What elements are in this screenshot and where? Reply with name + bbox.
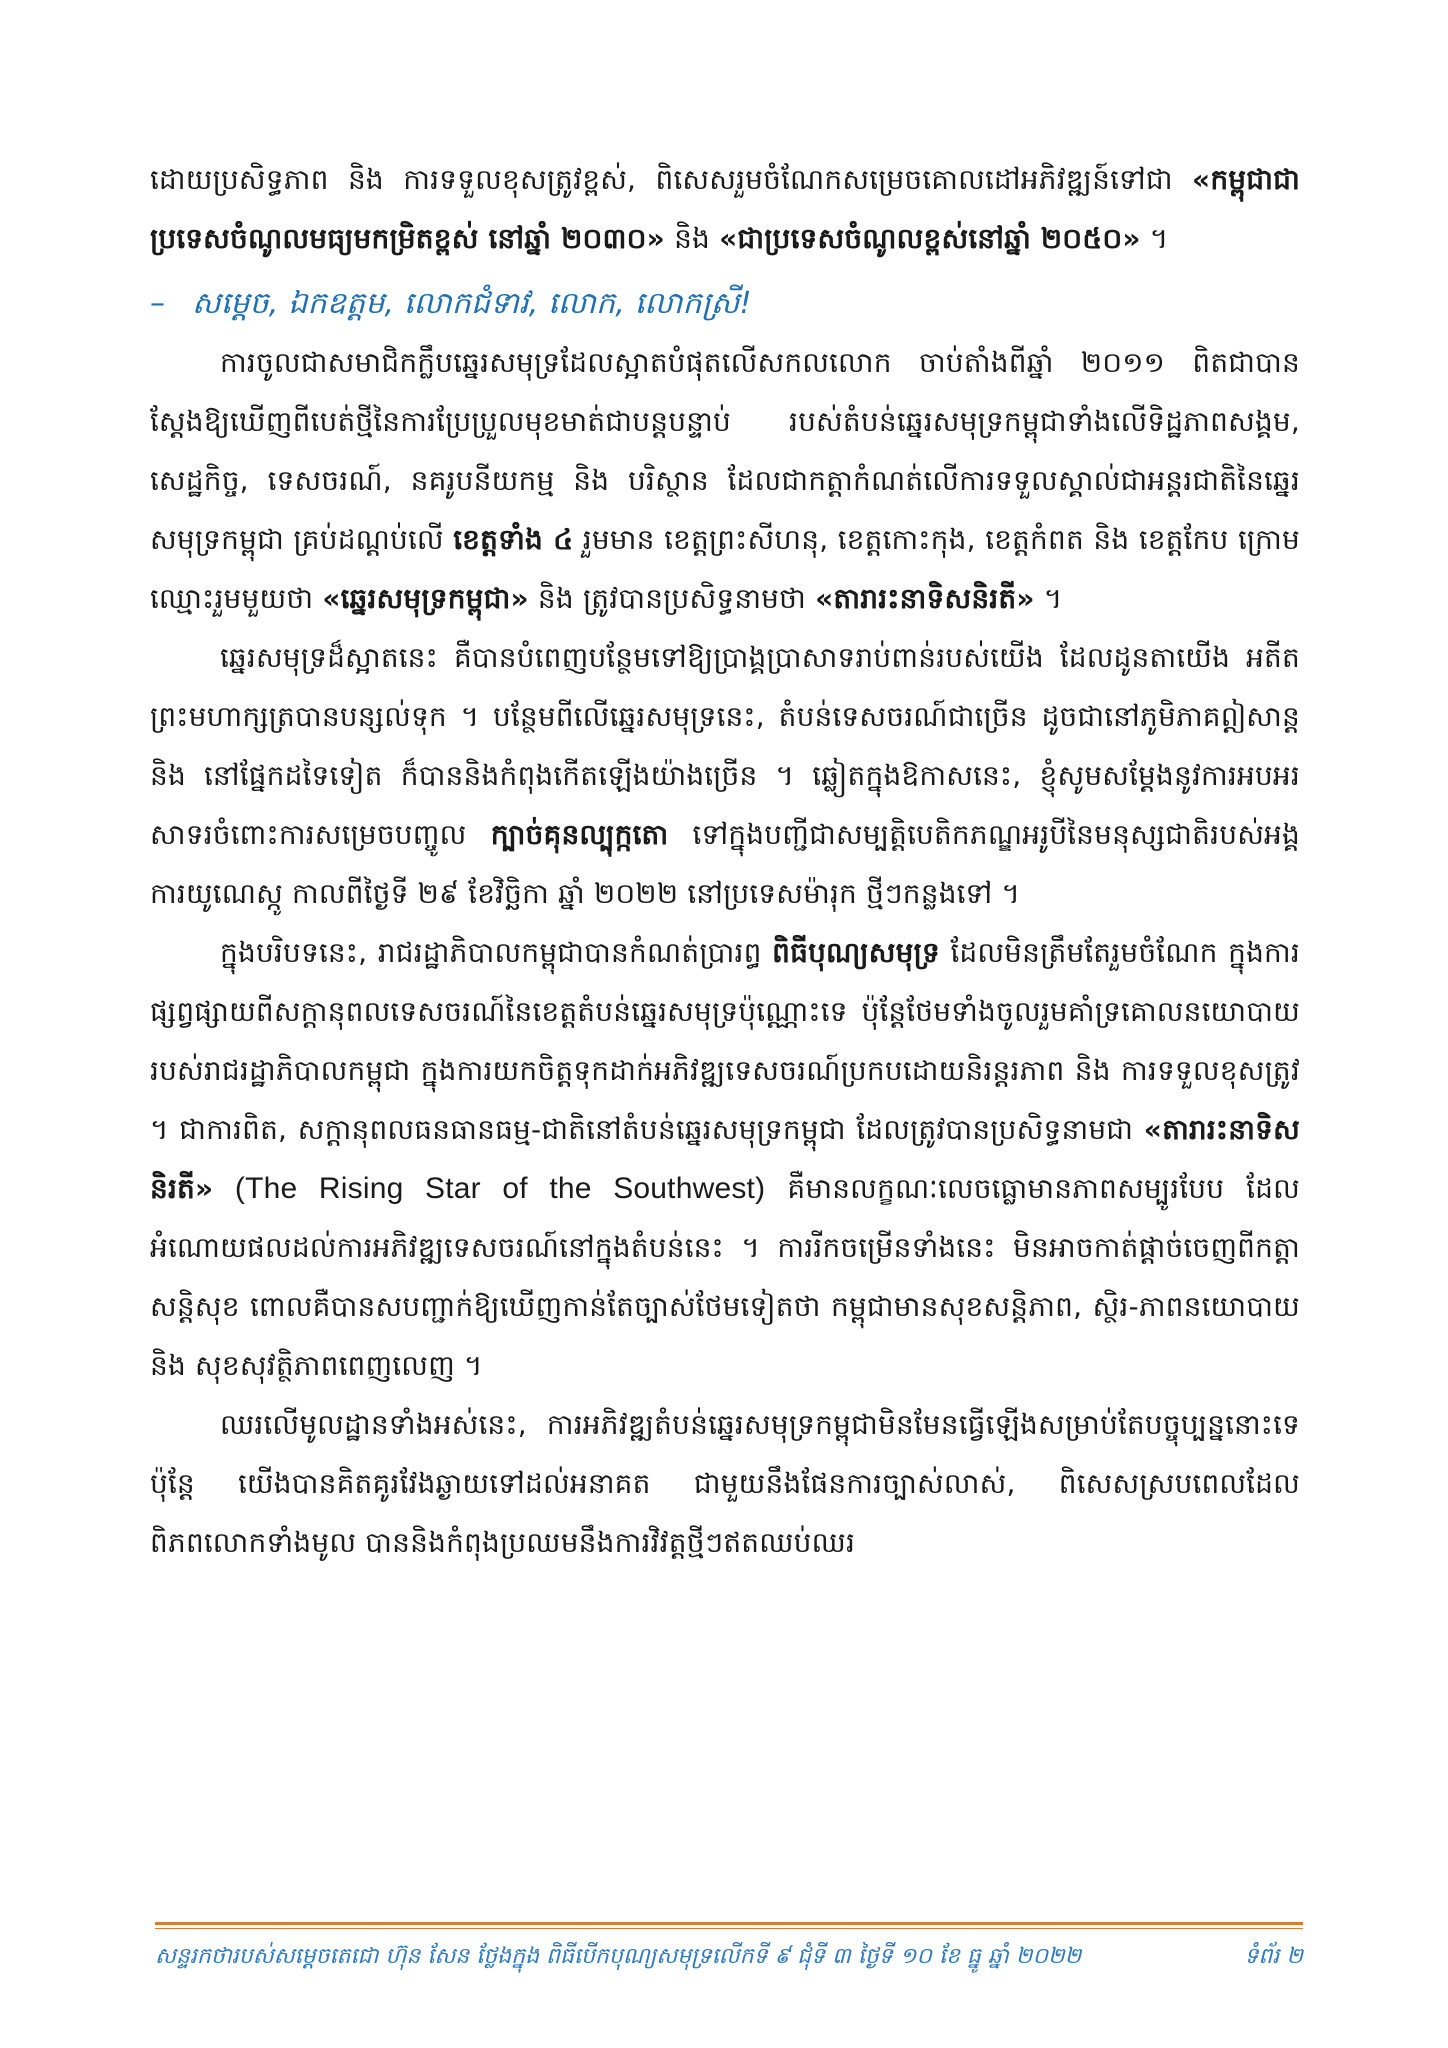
footer-divider-thin [155, 1928, 1303, 1929]
emphasis-text: ពិធីបុណ្យសមុទ្រ [772, 936, 940, 969]
emphasis-text: «កម្ពុជាជាប្រទេសចំណូលមធ្យមកម្រិតខ្ពស់ នៅឆ្នាំ ២០៣០» [150, 163, 1300, 255]
paragraph-text: រួមមាន ខេត្តព្រះសីហនុ, ខេត្តកោះកុង, ខេត្តកំពត និង ខេត្តកែប ក្រោមឈ្មោះរួមមួយថា [150, 523, 1301, 615]
paragraph-text: ដែលមិនត្រឹមតែរួមចំណែក ក្នុងការផ្សព្វផ្សាយពីសក្ដានុពលទេសចរណ៍នៃខេត្តតំបន់ឆ្នេរសមុទ្រប៉ុណ្ណោះទេ ប៉ុន្តែថែមទាំងចូលរួមគាំទ្រគោលនយោបាយរបស់រាជរដ្ឋាភិបាលកម្ពុជា ក្នុងការយកចិត្តទុកដាក់អភិវឌ្ឍទេសចរណ៍ប្រកបដោយនិរន្តរភាព និង ការទទួលខុសត្រូវ ។ ជាការពិត, សក្ដានុពលធនធានធម្ម-ជាតិនៅតំបន់ឆ្នេរសមុទ្រកម្ពុជា ដែលត្រូវបានប្រសិទ្ធនាមជា [150, 936, 1300, 1146]
paragraph-text: ដោយប្រសិទ្ធភាព និង ការទទួលខុសត្រូវខ្ពស់, ពិសេសរួមចំណែកសម្រេចគោលដៅអភិវឌ្ឍន៍ទៅជា [150, 163, 1193, 196]
paragraph-text: ទៅក្នុងបញ្ជីជាសម្បត្តិបេតិកភណ្ឌអរូបីនៃមនុស្សជាតិរបស់អង្គការយូណេស្កូ កាលពីថ្ងៃទី ២៩ ខែវិច្ឆិកា ឆ្នាំ ២០២២ នៅប្រទេសម៉ារុក ថ្មីៗកន្លងទៅ ។ [150, 818, 1300, 910]
paragraph-text: ។ [1140, 222, 1169, 255]
salutation [150, 274, 1300, 333]
paragraph-text: ។ [1034, 582, 1063, 615]
paragraph-text: និង [664, 222, 720, 255]
paragraph-text: ការចូលជាសមាជិកក្លឹបឆ្នេរសមុទ្រដែលស្អាតបំផុតលើសកលលោក ចាប់តាំងពីឆ្នាំ ២០១១ ពិតជាបានស្ដែងឱ្យឃើញពីបេត់ថ្មីនៃការប្រែប្រួលមុខមាត់ជាបន្តបន្ទាប់ របស់តំបន់ឆ្នេរសមុទ្រកម្ពុជាទាំងលើទិដ្ឋភាពសង្គម, សេដ្ឋកិច្ច, ទេសចរណ៍, នគរូបនីយកម្ម និង បរិស្ថាន ដែលជាកត្តាកំណត់លើការទទួលស្គាល់ជាអន្តរជាតិនៃឆ្នេរសមុទ្រកម្ពុជា គ្រប់ដណ្ដប់លើ [150, 346, 1300, 556]
emphasis-text: «តារារះនាទិសនិរតី» [150, 1113, 1300, 1205]
footer-caption: សន្ទរកថារបស់សម្ដេចតេជោ ហ៊ុន សែន ថ្លែងក្នុង ពិធីបើកបុណ្យសមុទ្រលើកទី ៩ ជុំទី ៣ ថ្ងៃទី ១០ ខែ ធ្នូ ឆ្នាំ ២០២២ [155, 1944, 1082, 1969]
paragraph-future [150, 1395, 1300, 1572]
emphasis-text: «ឆ្នេរសមុទ្រកម្ពុជា» [322, 582, 529, 615]
body-content [150, 150, 1300, 1572]
salutation-text: សម្ដេច, ឯកឧត្ដម, លោកជំទាវ, លោក, លោកស្រី! [192, 286, 752, 321]
emphasis-text: «តារារះនាទិសនិរតី» [815, 582, 1035, 615]
paragraph-sea-festival [150, 923, 1300, 1395]
english-title: (The Rising Star of the Southwest) [213, 1172, 766, 1205]
paragraph-text: ក្នុងបរិបទនេះ, រាជរដ្ឋាភិបាលកម្ពុជាបានកំណត់ប្រារព្ធ [220, 936, 773, 969]
paragraph-text: ឈរលើមូលដ្ឋានទាំងអស់នេះ, ការអភិវឌ្ឍតំបន់ឆ្នេរសមុទ្រកម្ពុជាមិនមែនធ្វើឡើងសម្រាប់តែបច្ចុប្បន្ននោះទេ ប៉ុន្តែ យើងបានគិតគូរវែងឆ្ងាយទៅដល់អនាគត ជាមួយនឹងផែនការច្បាស់លាស់, ពិសេសស្របពេលដែលពិភពលោកទាំងមូល បាននិងកំពុងប្រឈមនឹងការវិវត្តថ្មីៗឥតឈប់ឈរ [150, 1408, 1300, 1559]
page-number: ទំព័រ ២ [1244, 1944, 1303, 1969]
paragraph-text: ឆ្នេរសមុទ្រដ៏ស្អាតនេះ គឺបានបំពេញបន្ថែមទៅឱ្យប្រាង្គប្រាសាទរាប់ពាន់របស់យើង ដែលដូនតាយើង អតីតព្រះមហាក្សត្របានបន្សល់ទុក ។ បន្ថែមពីលើឆ្នេរសមុទ្រនេះ, តំបន់ទេសចរណ៍ជាច្រើន ដូចជានៅភូមិភាគឦសាន្ត និង នៅផ្នែកដទៃទៀត ក៏បាននិងកំពុងកើតឡើងយ៉ាងច្រើន ។ ឆ្លៀតក្នុងឱកាសនេះ, ខ្ញុំសូមសម្ដែងនូវការអបអរសាទរចំពោះការសម្រេចបញ្ចូល [150, 641, 1300, 851]
emphasis-text: ខេត្តទាំង ៤ [453, 523, 574, 556]
emphasis-text: ក្បាច់គុនល្បុក្កតោ [490, 818, 669, 851]
paragraph-heritage [150, 628, 1300, 923]
paragraph-text: គឺមានលក្ខណៈលេចធ្លោមានភាពសម្បូរបែប ដែលអំណោយផលដល់ការអភិវឌ្ឍទេសចរណ៍នៅក្នុងតំបន់នេះ ។ ការរីកចម្រើនទាំងនេះ មិនអាចកាត់ផ្ដាច់ចេញពីកត្តាសន្តិសុខ ពោលគឺបានសបញ្ជាក់ឱ្យឃើញកាន់តែច្បាស់ថែមទៀតថា កម្ពុជាមានសុខសន្តិភាព, ស្ថិរ-ភាពនយោបាយ និង សុខសុវត្ថិភាពពេញលេញ ។ [150, 1172, 1300, 1382]
footer-divider [155, 1922, 1303, 1925]
paragraph-membership [150, 333, 1300, 628]
emphasis-text: «ជាប្រទេសចំណូលខ្ពស់នៅឆ្នាំ ២០៥០» [719, 222, 1141, 255]
paragraph-text: និង ត្រូវបានប្រសិទ្ធនាមថា [528, 582, 816, 615]
dash-bullet: – [150, 286, 166, 321]
paragraph-intro [150, 150, 1300, 268]
